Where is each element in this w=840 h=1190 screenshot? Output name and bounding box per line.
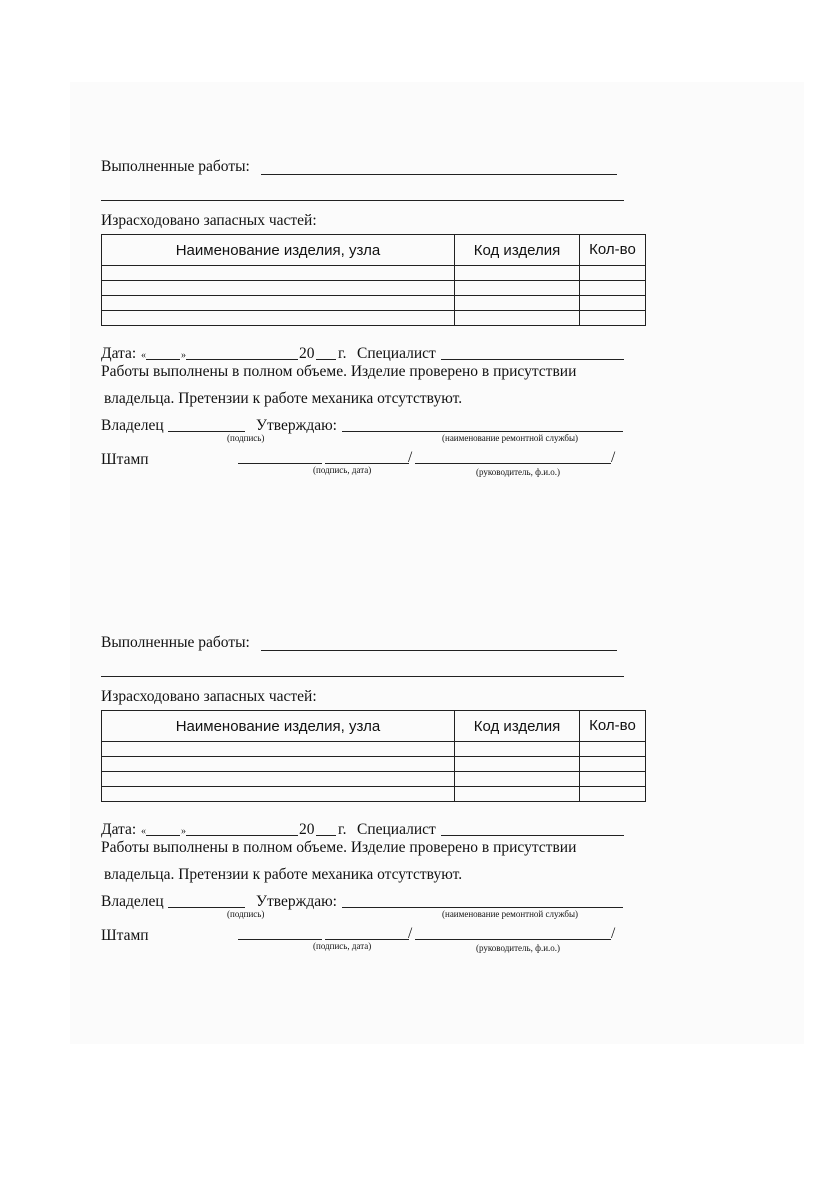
statement-line-1: Работы выполнены в полном объеме. Изделие проверено в присутствии <box>101 363 577 380</box>
cell-qty[interactable] <box>580 787 646 802</box>
owner-signature-field[interactable] <box>168 431 245 432</box>
service-name-field[interactable] <box>342 431 623 432</box>
head-name-field[interactable] <box>415 463 611 464</box>
date-day-field[interactable] <box>146 835 180 836</box>
table-row <box>102 742 646 757</box>
slash-separator-end: / <box>611 449 616 466</box>
parts-table <box>101 710 646 802</box>
parts-table-header <box>102 235 646 266</box>
date-month-field[interactable] <box>186 835 298 836</box>
head-date-field[interactable] <box>325 939 409 940</box>
year-prefix: 20 <box>299 821 315 838</box>
cell-qty[interactable] <box>580 266 646 281</box>
statement-line-2: владельца. Претензии к работе механика отсутствуют. <box>104 866 463 883</box>
signature-date-caption: (подпись, дата) <box>313 465 372 475</box>
owner-label: Владелец <box>101 893 164 910</box>
owner-signature-caption: (подпись) <box>227 909 265 919</box>
cell-name[interactable] <box>102 742 455 757</box>
date-quote-close: » <box>181 826 186 837</box>
table-row <box>102 266 646 281</box>
parts-table-header <box>102 711 646 742</box>
specialist-label: Специалист <box>357 345 436 362</box>
date-quote-close: » <box>181 350 186 361</box>
cell-qty[interactable] <box>580 311 646 326</box>
date-label: Дата: <box>101 821 137 838</box>
column-header-code: Код изделия <box>455 711 580 742</box>
table-row <box>102 787 646 802</box>
service-record-block-1 <box>0 158 840 561</box>
cell-name[interactable] <box>102 772 455 787</box>
cell-code[interactable] <box>455 772 580 787</box>
date-label: Дата: <box>101 345 137 362</box>
cell-name[interactable] <box>102 757 455 772</box>
owner-signature-field[interactable] <box>168 907 245 908</box>
head-name-field[interactable] <box>415 939 611 940</box>
cell-code[interactable] <box>455 311 580 326</box>
table-row <box>102 296 646 311</box>
owner-label: Владелец <box>101 417 164 434</box>
slash-separator: / <box>408 449 413 466</box>
column-header-code: Код изделия <box>455 235 580 266</box>
parts-table <box>101 234 646 326</box>
cell-code[interactable] <box>455 296 580 311</box>
works-field[interactable] <box>261 650 617 651</box>
date-year-field[interactable] <box>316 359 336 360</box>
cell-name[interactable] <box>102 787 455 802</box>
column-header-qty: Кол-во <box>580 235 646 266</box>
table-row <box>102 757 646 772</box>
cell-qty[interactable] <box>580 772 646 787</box>
works-label: Выполненные работы: <box>101 634 250 651</box>
cell-code[interactable] <box>455 757 580 772</box>
owner-signature-caption: (подпись) <box>227 433 265 443</box>
works-field-continued[interactable] <box>101 676 624 677</box>
cell-code[interactable] <box>455 787 580 802</box>
cell-name[interactable] <box>102 281 455 296</box>
cell-code[interactable] <box>455 742 580 757</box>
works-field[interactable] <box>261 174 617 175</box>
table-row <box>102 281 646 296</box>
signature-date-caption: (подпись, дата) <box>313 941 372 951</box>
parts-label: Израсходовано запасных частей: <box>101 688 317 705</box>
cell-name[interactable] <box>102 296 455 311</box>
date-month-field[interactable] <box>186 359 298 360</box>
works-label: Выполненные работы: <box>101 158 250 175</box>
year-suffix: г. <box>338 345 347 362</box>
service-name-caption: (наименование ремонтной службы) <box>442 433 579 443</box>
stamp-label: Штамп <box>101 451 149 468</box>
column-header-name: Наименование изделия, узла <box>102 711 455 742</box>
works-field-continued[interactable] <box>101 200 624 201</box>
date-quote-open: « <box>141 826 146 837</box>
year-prefix: 20 <box>299 345 315 362</box>
specialist-label: Специалист <box>357 821 436 838</box>
table-row <box>102 772 646 787</box>
service-name-caption: (наименование ремонтной службы) <box>442 909 579 919</box>
parts-label: Израсходовано запасных частей: <box>101 212 317 229</box>
cell-code[interactable] <box>455 281 580 296</box>
head-date-field[interactable] <box>325 463 409 464</box>
column-header-qty: Кол-во <box>580 711 646 742</box>
head-name-caption: (руководитель, ф.и.о.) <box>476 467 561 477</box>
date-quote-open: « <box>141 350 146 361</box>
table-row <box>102 311 646 326</box>
date-year-field[interactable] <box>316 835 336 836</box>
cell-qty[interactable] <box>580 742 646 757</box>
stamp-label: Штамп <box>101 927 149 944</box>
specialist-field[interactable] <box>441 359 624 360</box>
service-name-field[interactable] <box>342 907 623 908</box>
year-suffix: г. <box>338 821 347 838</box>
head-signature-field[interactable] <box>238 939 322 940</box>
cell-qty[interactable] <box>580 296 646 311</box>
cell-name[interactable] <box>102 311 455 326</box>
column-header-name: Наименование изделия, узла <box>102 235 455 266</box>
cell-qty[interactable] <box>580 757 646 772</box>
head-name-caption: (руководитель, ф.и.о.) <box>476 943 561 953</box>
cell-name[interactable] <box>102 266 455 281</box>
statement-line-1: Работы выполнены в полном объеме. Изделие проверено в присутствии <box>101 839 577 856</box>
head-signature-field[interactable] <box>238 463 322 464</box>
cell-code[interactable] <box>455 266 580 281</box>
slash-separator: / <box>408 925 413 942</box>
date-day-field[interactable] <box>146 359 180 360</box>
service-record-block-2 <box>0 634 840 1037</box>
cell-qty[interactable] <box>580 281 646 296</box>
approve-label: Утверждаю: <box>256 893 337 910</box>
specialist-field[interactable] <box>441 835 624 836</box>
approve-label: Утверждаю: <box>256 417 337 434</box>
statement-line-2: владельца. Претензии к работе механика отсутствуют. <box>104 390 463 407</box>
slash-separator-end: / <box>611 925 616 942</box>
